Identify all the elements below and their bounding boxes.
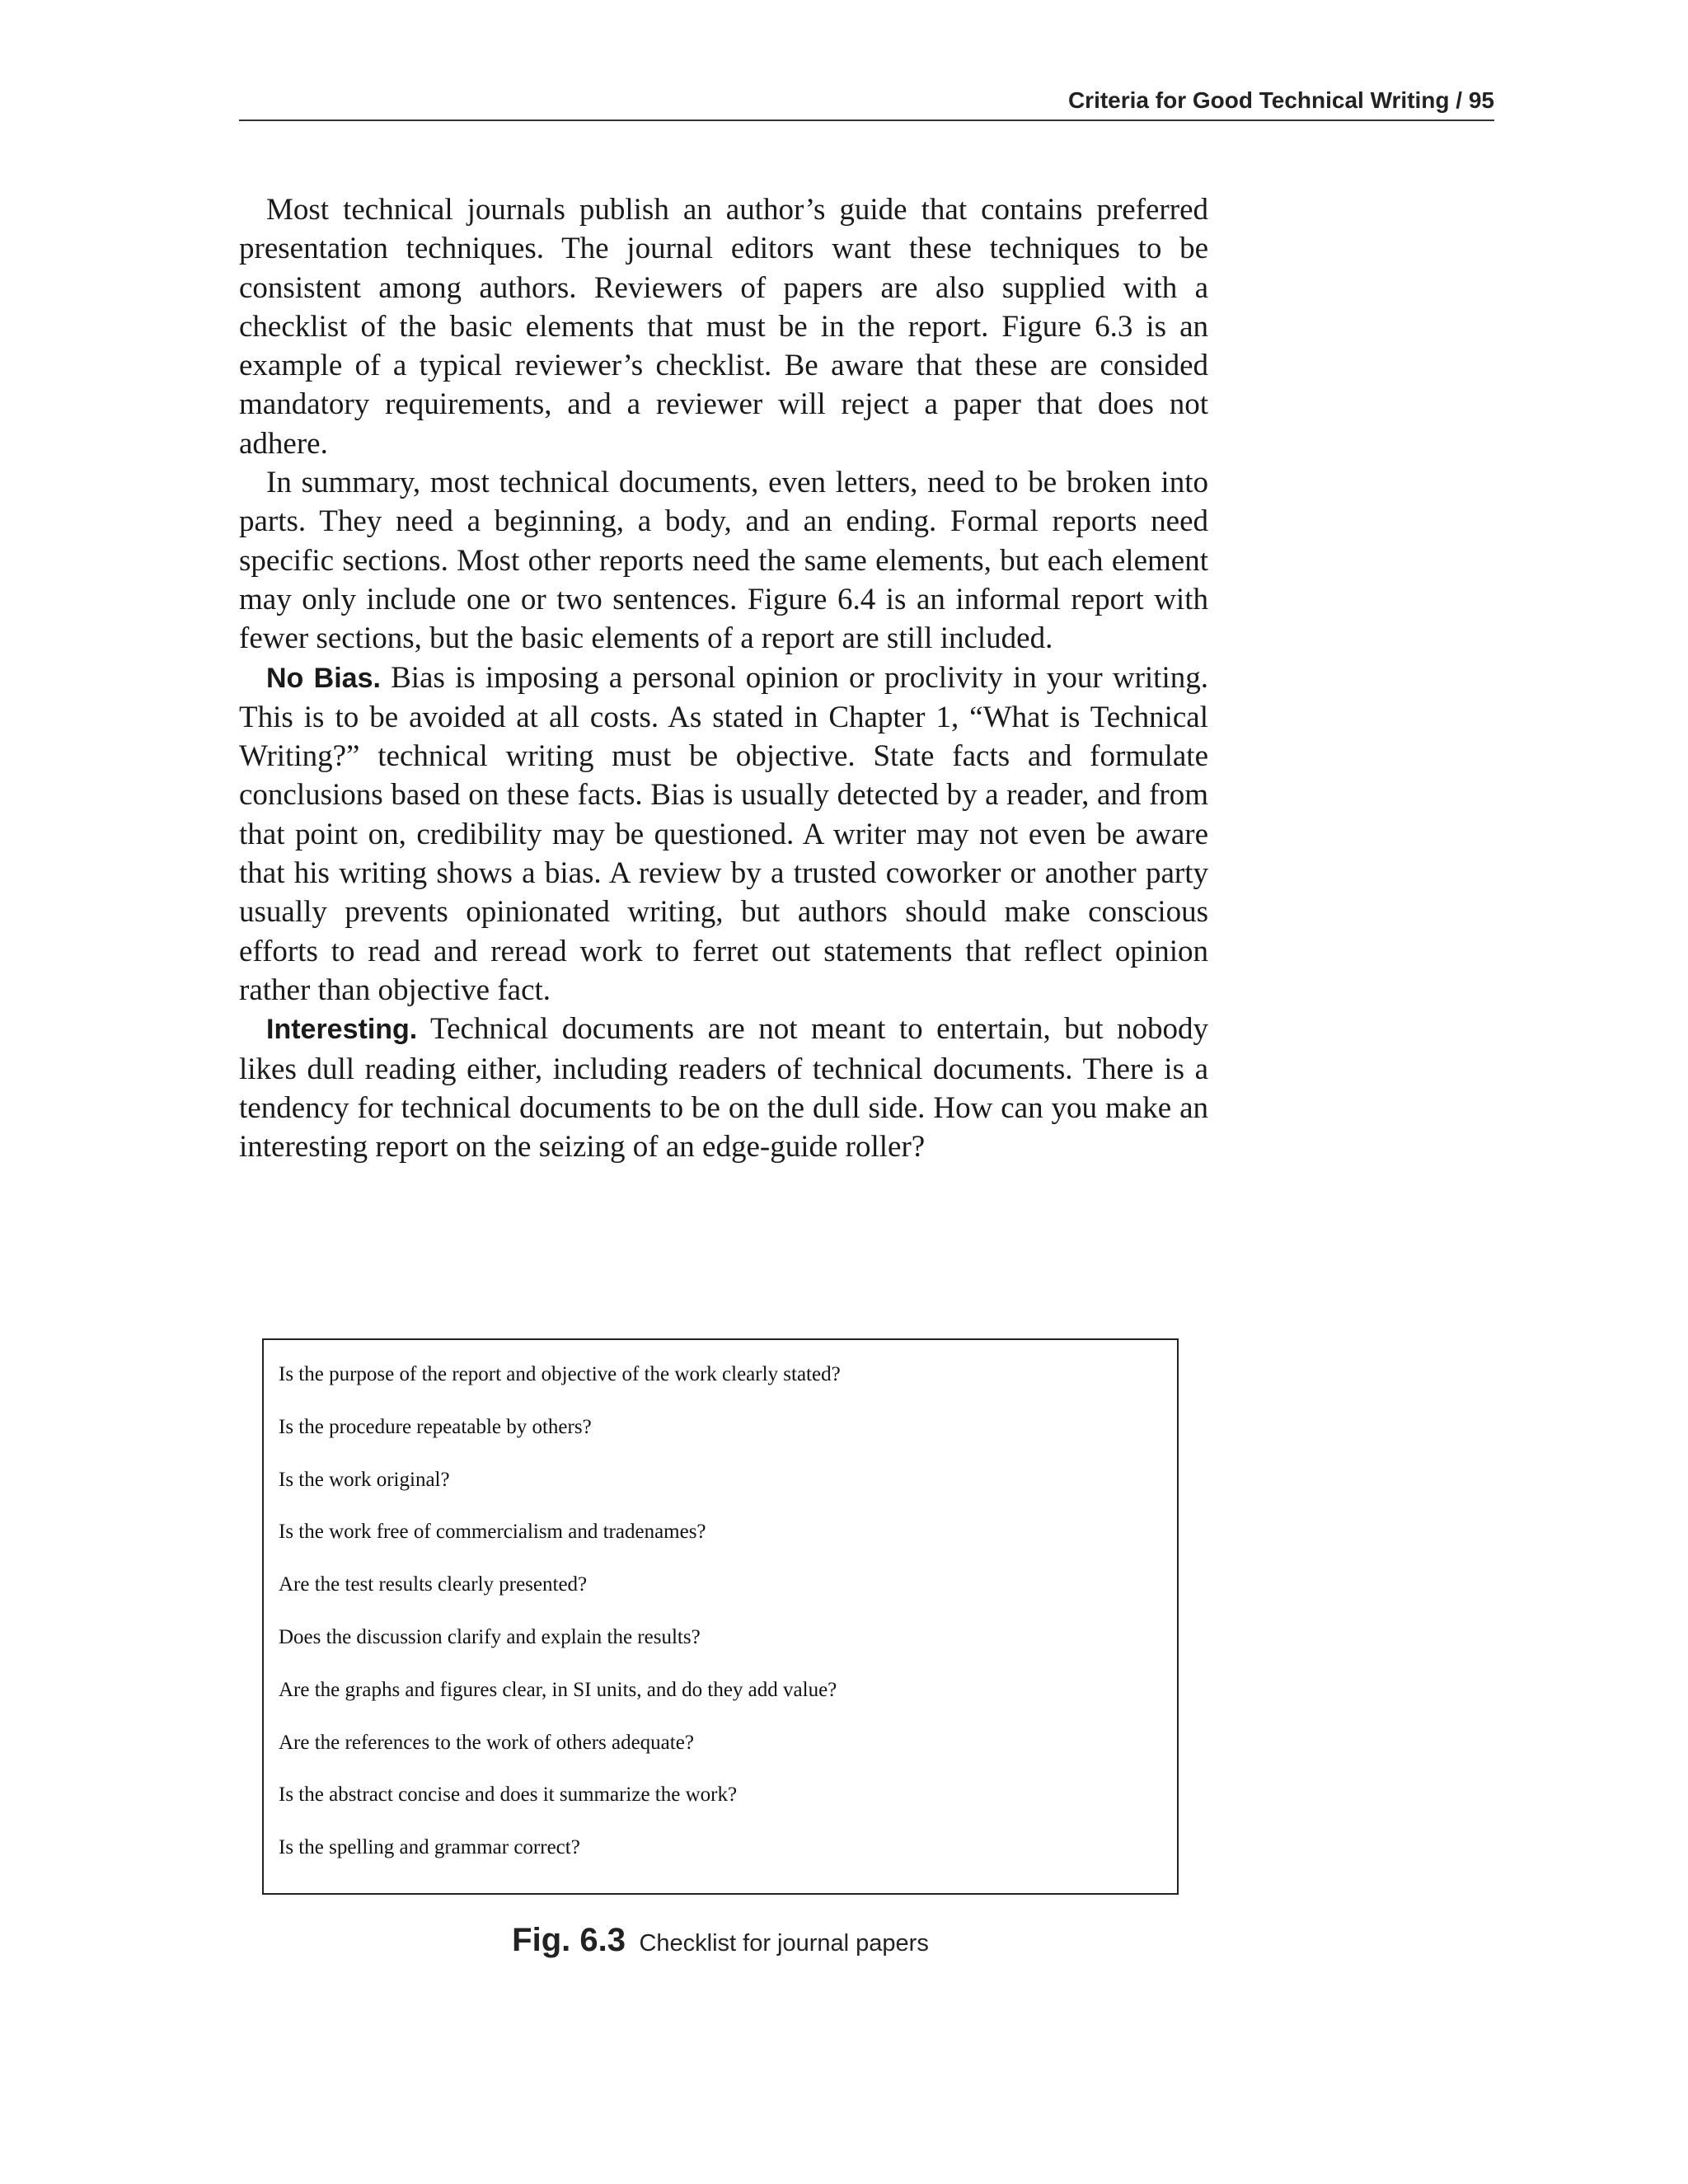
checklist-item: Does the discussion clarify and explain the results? [279,1625,701,1648]
page-number: / 95 [1456,87,1494,113]
interesting-heading: Interesting. [266,1014,418,1046]
no-bias-text: Bias is imposing a personal opinion or proclivity in your writing. This is to be avoided at all costs. As stated in Chapter 1, “What is Technical Writing?” technical writing must be objective. State facts and formulate conclusions based on these facts. Bias is usually detected by a reader, and from that point on, credibility may be questioned. A writer may not even be aware that his writing shows a bias. A review by a trusted coworker or another party usually prevents opinionated writing, but authors should make conscious efforts to read and reread work to ferret out statements that reflect opinion rather than objective fact. [239,660,1208,1007]
checklist [279,1348,841,1874]
checklist-item: Is the spelling and grammar correct? [279,1836,580,1859]
checklist-figure [262,1338,1179,1895]
paragraph-no-bias [239,658,1208,1010]
paragraph-summary: In summary, most technical documents, even letters, need to be broken into parts. They need a beginning, a body, and an ending. Formal reports need specific sections. Most other reports need the same elements, but each element may only include one or two sentences. Figure 6.4 is an informal report with fewer sections, but the basic elements of a report are still included. [239,466,1208,656]
body-text [239,190,1208,1166]
checklist-item: Is the purpose of the report and objective of the work clearly stated? [279,1363,841,1385]
checklist-item: Is the abstract concise and does it summarize the work? [279,1783,738,1807]
figure-title: Checklist for journal papers [639,1930,929,1957]
running-head-title: Criteria for Good Technical Writing [1067,87,1450,113]
checklist-item: Is the work free of commercialism and tradenames? [279,1521,706,1544]
checklist-item: Are the test results clearly presented? [279,1573,588,1596]
no-bias-heading: No Bias. [266,662,381,694]
paragraph-authors-guide: Most technical journals publish an author’s guide that contains preferred presentation techniques. The journal editors want these techniques to be consistent among authors. Reviewers of papers are also supplied with a checklist of the basic elements that must be in the report. Figure 6.3 is an example of a typical reviewer’s checklist. Be aware that these are consided mandatory requirements, and a reviewer will reject a paper that does not adhere. [239,193,1208,461]
running-head [239,86,1494,115]
figure-label: Fig. 6.3 [512,1922,626,1958]
checklist-item: Is the work original? [279,1468,450,1491]
figure-caption [0,1922,1441,1959]
checklist-item: Are the references to the work of others adequate? [279,1731,694,1754]
checklist-item: Are the graphs and figures clear, in SI units, and do they add value? [279,1678,837,1701]
header-rule [239,120,1494,121]
paragraph-interesting [239,1010,1208,1166]
interesting-text: Technical documents are not meant to entertain, but nobody likes dull reading either, including readers of technical documents. There is a tendency for technical documents to be on the dull side. How can you make an interesting report on the seizing of an edge-guide roller? [239,1012,1208,1165]
checklist-item: Is the procedure repeatable by others? [279,1415,592,1438]
